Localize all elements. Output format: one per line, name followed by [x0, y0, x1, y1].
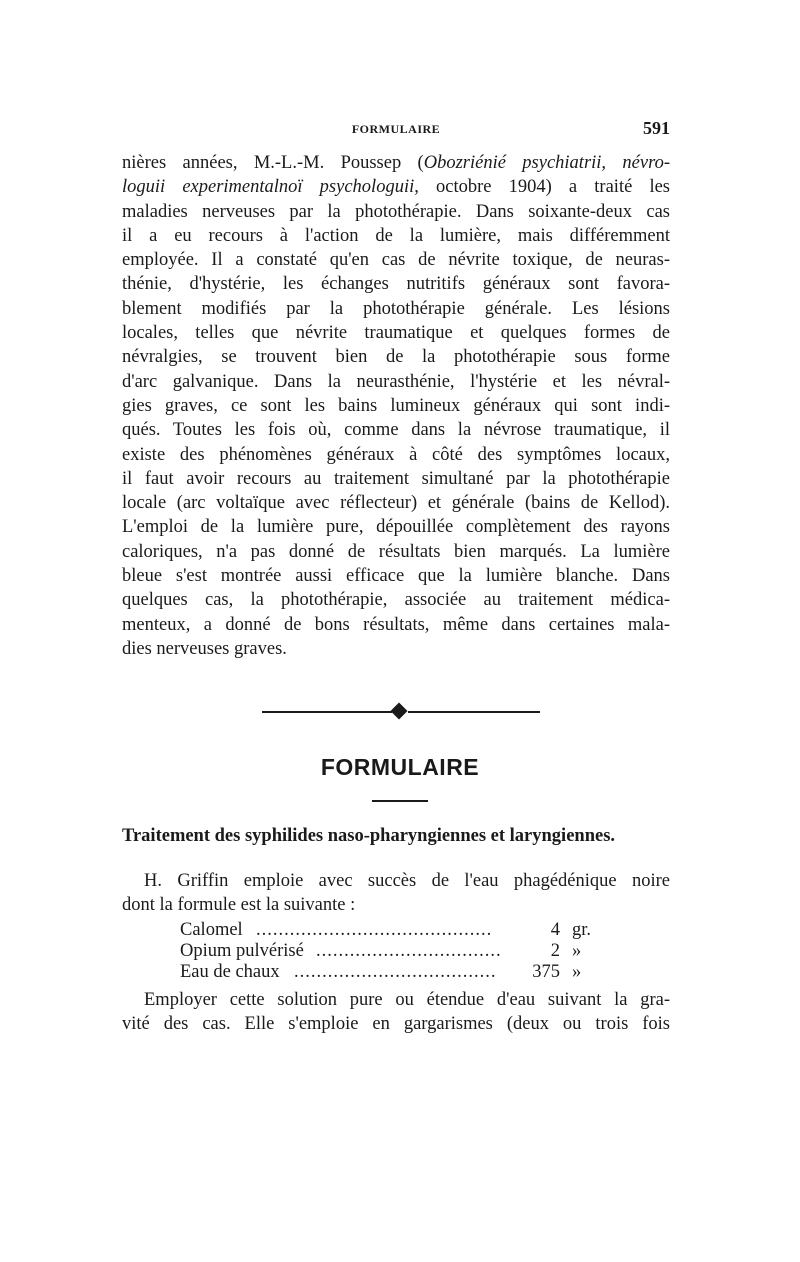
- ingredient-unit: »: [572, 962, 582, 982]
- text-line: il a eu recours à l'action de la lumière, mais différemment: [122, 225, 670, 246]
- text-line: loguii experimentalnoï psychologuii, octobre 1904) a traité les: [122, 177, 670, 198]
- ingredient-unit: »: [572, 941, 582, 961]
- text-line: quelques cas, la photothérapie, associée au traitement médica-: [122, 590, 670, 611]
- title-underline: [372, 800, 428, 802]
- paragraph-usage: [122, 988, 670, 1037]
- text-line: bleue s'est montrée aussi efficace que la lumière blanche. Dans: [122, 566, 670, 587]
- text-line: locales, telles que névrite traumatique et quelques formes de: [122, 323, 670, 344]
- diamond-ornament-icon: [391, 703, 408, 720]
- text-line: menteux, a donné de bons résultats, même dans certaines mala-: [122, 614, 670, 635]
- leader-dots: .................................: [316, 941, 502, 961]
- ingredient-name: Calomel: [180, 920, 243, 940]
- divider-rule-right: [408, 711, 540, 713]
- text-line: blement modifiés par la photothérapie générale. Les lésions: [122, 298, 670, 319]
- text-line: employée. Il a constaté qu'en cas de névrite toxique, de neuras-: [122, 250, 670, 271]
- ingredient-quantity: 4: [550, 920, 560, 940]
- paragraph-phototherapy: [122, 151, 670, 661]
- paragraph-griffin: [122, 869, 670, 918]
- text-line: existe des phénomènes généraux à côté des symptômes locaux,: [122, 444, 670, 465]
- article-heading: Traitement des syphilides naso-pharyngiennes et laryngiennes.: [122, 826, 616, 846]
- prescription-row: [180, 962, 610, 983]
- ingredient-quantity: 375: [532, 962, 560, 982]
- running-head-title: FORMULAIRE: [351, 122, 441, 136]
- ingredient-name: Opium pulvérisé: [180, 941, 304, 961]
- text-line: Employer cette solution pure ou étendue d'eau suivant la gra-: [144, 990, 670, 1010]
- text-line: thénie, d'hystérie, les échanges nutritifs généraux sont favora-: [122, 274, 670, 295]
- running-head: [122, 118, 670, 140]
- leader-dots: ..........................................: [256, 920, 493, 940]
- text-line: locale (arc voltaïque avec réflecteur) et générale (bains de Kellod).: [122, 493, 670, 514]
- text-line: maladies nerveuses par la photothérapie. Dans soixante-deux cas: [122, 201, 670, 222]
- text-line: vité des cas. Elle s'emploie en gargarismes (deux ou trois fois: [122, 1014, 670, 1035]
- page-number: 591: [643, 118, 670, 138]
- prescription-row: [180, 941, 610, 962]
- text-line: caloriques, n'a pas donné de résultats bien marqués. La lumière: [122, 541, 670, 562]
- prescription-row: [180, 920, 610, 941]
- prescription-list: [180, 920, 610, 983]
- text-line: il faut avoir recours au traitement simultané par la photothérapie: [122, 468, 670, 489]
- text-line: d'arc galvanique. Dans la neurasthénie, l'hystérie et les névral-: [122, 371, 670, 392]
- text-line: H. Griffin emploie avec succès de l'eau phagédénique noire: [144, 871, 670, 891]
- leader-dots: ....................................: [294, 962, 497, 982]
- ingredient-name: Eau de chaux: [180, 962, 280, 982]
- text-line: dont la formule est la suivante :: [122, 895, 356, 916]
- text-line: L'emploi de la lumière pure, dépouillée complètement des rayons: [122, 517, 670, 538]
- section-divider-ornament: [262, 704, 540, 720]
- text-line: nières années, M.-L.-M. Poussep (Obozriénié psychiatrii, névro-: [122, 153, 670, 173]
- text-line: névralgies, se trouvent bien de la photothérapie sous forme: [122, 347, 670, 368]
- ingredient-unit: gr.: [572, 920, 592, 940]
- text-line: qués. Toutes les fois où, comme dans la névrose traumatique, il: [122, 420, 670, 441]
- ingredient-quantity: 2: [550, 941, 560, 961]
- text-line: dies nerveuses graves.: [122, 638, 287, 659]
- text-line: gies graves, ce sont les bains lumineux généraux qui sont indi-: [122, 395, 670, 416]
- divider-rule-left: [262, 711, 392, 713]
- section-title: FORMULAIRE: [320, 754, 480, 780]
